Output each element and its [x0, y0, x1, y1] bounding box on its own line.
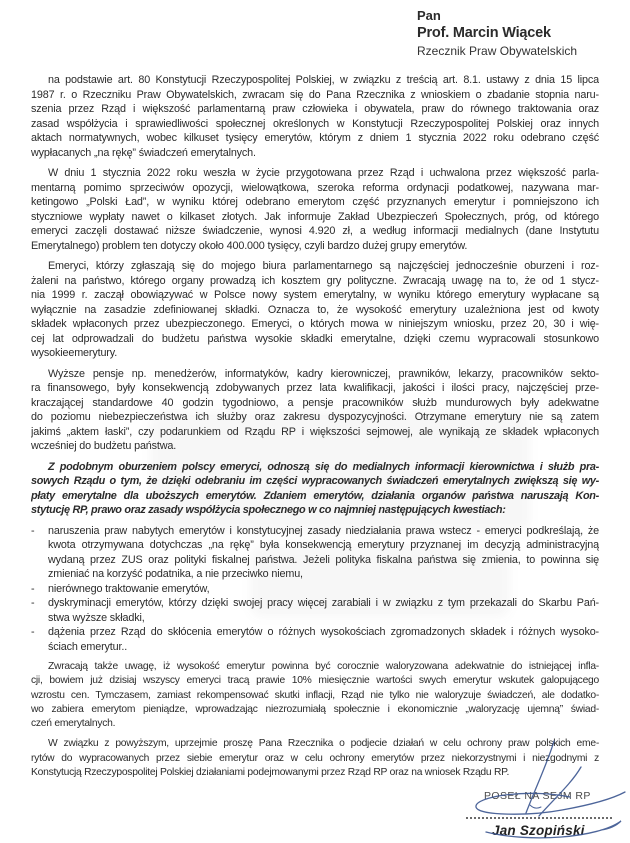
- text-line: W związku z powyższym, uprzejmie proszę Pana Rzecznika o podjecie działań w celu ochrony praw polskich eme-: [48, 738, 599, 750]
- text-line: wzrostu cen. Tymczasem, zamiast rekompensować skutki inflacji, Rząd nie tylko nie waloryzuje świadczeń, ale dodatko-: [31, 689, 599, 701]
- scan-watermark: [250, 547, 510, 617]
- paragraph: [31, 660, 599, 731]
- paragraph: [31, 73, 599, 160]
- list-item-text: [48, 625, 599, 654]
- text-line: wydaną przez ZUS oraz polityki fiskalnej państwa. Jeżeli polityka fiskalna państwa się zmienia, to powinna się: [48, 553, 599, 566]
- text-line: Konstytucją Rzeczypospolitej Polskiej działaniami podejmowanymi przez Rząd RP oraz na wniosek Rządu RP.: [31, 767, 510, 779]
- paragraph: [31, 259, 599, 361]
- text-line: ściach emerytur..: [48, 640, 128, 653]
- text-line: naruszenia praw nabytych emerytów i konstytucyjnej zasady niedziałania prawa wstecz - emeryci podkreślają, że: [48, 524, 599, 537]
- text-line: nia 1999 r. zaczął obowiązywać w Polsce nowy system emerytalny, w wyniku którego emerytury wypłacane są: [31, 289, 599, 301]
- text-line: mentarną pomimo sprzeciwów opozycji, wielowątkowa, szeroka reforma ordynacji podatkowej, nazywana mar-: [31, 181, 599, 194]
- bullet-dash: -: [31, 582, 35, 595]
- text-line: zmieniać na korzyść podatnika, a nie przeciwko niemu,: [48, 568, 303, 580]
- recipient-name: Prof. Marcin Wiącek: [417, 25, 551, 41]
- text-line: rytów do wypracowanych przez siebie emerytur oraz w celu ochrony emerytów przez niekorzystnymi i niezgodnymi z: [31, 752, 599, 764]
- signature-role: POSEŁ NA SEJM RP: [484, 790, 591, 802]
- letter-page: [0, 7, 630, 843]
- text-line: aktach normatywnych, wobec kilkuset tysięcy emerytów, którym z dniem 1 stycznia 2022 roku odebrano część: [31, 132, 599, 144]
- text-line: szenia przez Rząd i większość parlamentarną praw człowieka i obywatela, praw do równego traktowania oraz: [31, 103, 599, 115]
- text-line: do poziomu niebezpieczeństwa ich służby oraz zakresu dyspozycyjności. Otrzymane emerytury nie są zatem: [31, 411, 599, 423]
- recipient-block: [417, 7, 630, 59]
- text-line: Wyższe pensje np. menedżerów, informatyków, kadry kierowniczej, prawników, lekarzy, pracowników sekto-: [48, 367, 599, 380]
- text-line: wysokieemerytury.: [31, 347, 118, 359]
- recipient-title: Rzecznik Praw Obywatelskich: [417, 44, 578, 58]
- signature-name: Jan Szopiński: [492, 823, 585, 838]
- text-line: wypłacanych „na rękę” świadczeń emerytalnych.: [31, 146, 256, 159]
- text-line: sowych Rządu o tym, że dzięki odebraniu im części wypracowanych świadczeń emerytalnych zwiększą się wy-: [31, 475, 599, 487]
- text-line: czeń emerytalnych.: [31, 718, 116, 730]
- bullet-dash: -: [31, 597, 35, 609]
- text-line: na podstawie art. 80 Konstytucji Rzeczypospolitej Polskiej, w związku z treścią art. 8.1. ustawy z dnia 15 lipca: [48, 74, 599, 86]
- text-line: styczniowe wypłaty nawet o kilkaset złotych. Jak informuje Zakład Ubezpieczeń Społecznych, próg, od którego: [31, 210, 599, 223]
- text-line: cej lat odprowadzali do budżetu państwa wysokie składki emerytalne, dzięki czemu wypracowali stosunkowo: [31, 332, 599, 345]
- text-line: cji, bowiem już dzisiaj wszyscy emeryci tracą prawie 10% miesięcznie wartości swych emerytur wskutek galopującego: [31, 675, 599, 687]
- text-line: kwota otrzymywana dotychczas „na rękę” była konsekwencją emerytury przyznanej im decyzją administracyjną: [48, 539, 599, 551]
- text-line: wyłącznie na zasadzie zdefiniowanej składki. Oznacza to, że wysokość emerytury uzależniona jest od kwoty: [31, 303, 599, 316]
- text-line: dążenia przez Rząd do skłócenia emerytów o różnych wysokościach zgromadzonych składek i różnych wysoko-: [48, 626, 599, 638]
- text-line: Z podobnym oburzeniem polscy emeryci, odnoszą się do medialnych informacji kierownictwa i służb pra-: [48, 460, 599, 473]
- text-line: emeryci zaczęli dostawać niższe świadczenie, wynosi 4.920 zł, a według informacji medialnych (dane Instytutu: [31, 225, 599, 237]
- signature-dotted-line: [466, 817, 612, 819]
- text-line: zasad współżycia i sprawiedliwości społecznej określonych w Konstytucji Rzeczypospolitej Polskiej oraz innych: [31, 117, 599, 130]
- text-line: Emeryci, którzy zgłaszają się do mojego biura parlamentarnego są najczęściej jednocześnie oburzeni i roz-: [48, 260, 599, 272]
- text-line: W dniu 1 stycznia 2022 roku weszła w życie przygotowana przez Rząd i uchwalona przez większość parla-: [48, 167, 599, 179]
- list-item: [31, 625, 599, 654]
- paragraph: [31, 737, 599, 780]
- text-line: żaleni na państwo, którego organy prowadzą ich kosztem gry polityczne. Zwracają uwagę na to, że od 1 stycz-: [31, 274, 599, 287]
- text-line: dyskryminacji emerytów, którzy dzięki swojej pracy więcej zarabiali i w związku z tym przekazali do Skarbu Pań-: [48, 597, 599, 609]
- text-line: wcześniej do budżetu państwa.: [31, 440, 177, 452]
- bullet-dash: -: [31, 524, 35, 537]
- text-line: składek wpłaconych przez ubezpieczonego. Emeryci, o których mowa w niniejszym wniosku, przez 20, 30 i wię-: [31, 318, 599, 330]
- paragraph: [31, 166, 599, 253]
- recipient-salutation: Pan: [417, 8, 441, 23]
- text-line: nierównego traktowanie emerytów,: [48, 582, 210, 595]
- text-line: kraczającej standardowe 40 godzin tygodniowo, a pensje pracowników służb mundurowych były adekwatne: [31, 396, 599, 409]
- text-line: jakimś „aktem łaski”, czy podarunkiem od Rządu RP i większości sejmowej, ale wynikają ze składek wpłaconych: [31, 425, 599, 438]
- bullet-dash: -: [31, 626, 35, 638]
- text-line: Emerytalnego) problem ten dotyczy około 400.000 tysięcy, czyli bardzo dużej grupy emerytów.: [31, 239, 468, 252]
- scan-watermark: [150, 412, 530, 532]
- text-line: 1987 r. o Rzeczniku Praw Obywatelskich, zwracam się do Pana Rzecznika z wnioskiem o zbadanie stopnia naru-: [31, 88, 599, 101]
- text-line: ketingowo „Polski Ład”, w wyniku której odebrano emerytom część przyznanych emerytur i pomniejszono ich: [31, 196, 599, 208]
- text-line: stwa wyższe składki,: [48, 611, 145, 624]
- text-line: ra finansowego, były konsekwencją zdobywanych przez lata kwalifikacji, jakości i ilości pracy, najczęściej prze-: [31, 382, 599, 394]
- text-line: płaty emerytalne dla uboższych emerytów. Zdaniem emerytów, działania organów państwa naruszają Kon-: [31, 489, 599, 502]
- text-line: wo zabiera emerytom pieniądze, wprowadzając niezrozumiałą społecznie i ekonomicznie „waloryzację ujemną” świad-: [31, 703, 599, 715]
- text-line: Zwracają także uwagę, iż wysokość emerytur powinna być corocznie waloryzowana adekwatnie do istniejącej infla-: [48, 661, 599, 672]
- text-line: stytucję RP, prawo oraz zasady współżycia społecznego w co najmniej następujących kwestiach:: [31, 504, 506, 516]
